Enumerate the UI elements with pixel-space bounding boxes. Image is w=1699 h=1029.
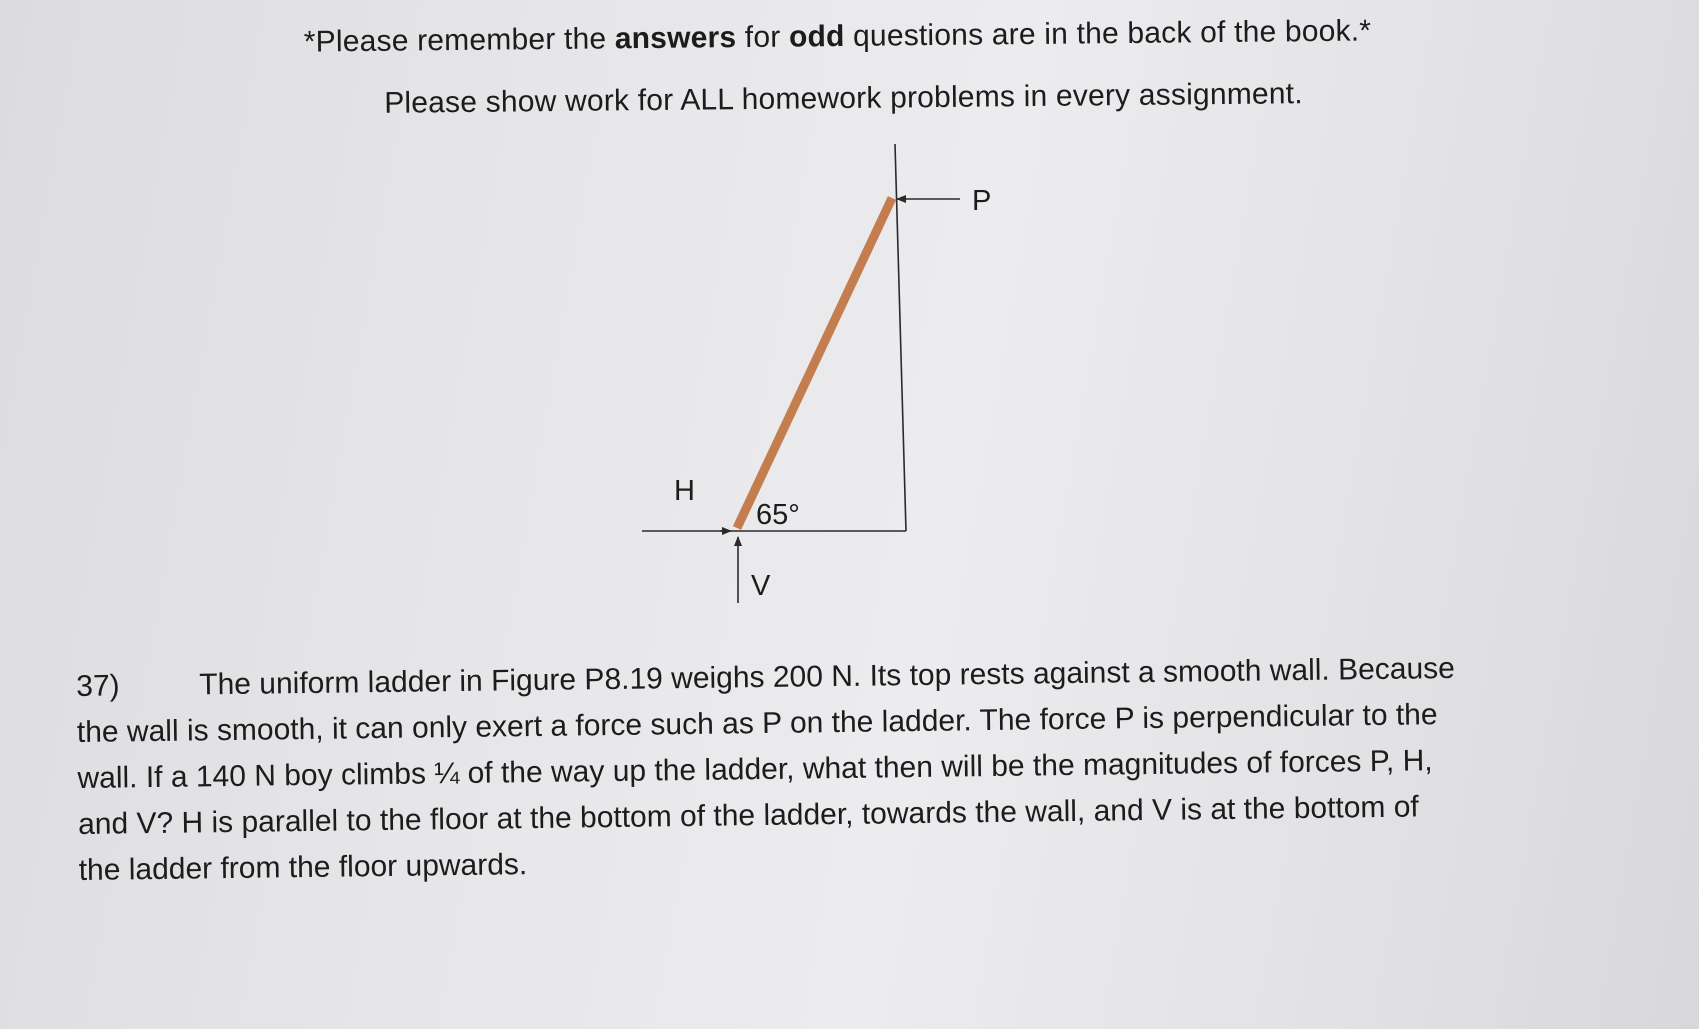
problem-line-3: wall. If a 140 N boy climbs ¼ of the way up the ladder, what then will be the magnitudes of forces P, H,	[77, 744, 1433, 795]
notice-bold-answers: answers	[614, 21, 737, 56]
problem-line-2: the wall is smooth, it can only exert a force such as P on the ladder. The force P is perpendicular to the	[76, 698, 1438, 749]
angle-label: 65°	[756, 499, 800, 531]
force-p-label: P	[972, 185, 992, 217]
show-work-instruction: Please show work for ALL homework problems in every assignment.	[384, 77, 1303, 120]
notice-bold-odd: odd	[788, 19, 845, 54]
problem-37	[76, 644, 1579, 894]
problem-line-4: and V? H is parallel to the floor at the bottom of the ladder, towards the wall, and V is at the bottom of	[77, 790, 1419, 841]
force-h-label: H	[674, 475, 695, 507]
force-v-label: V	[751, 570, 771, 602]
notice-text-1: *Please remember the	[303, 22, 615, 59]
notice-text-2: for	[736, 20, 790, 55]
problem-number: 37)	[76, 669, 120, 703]
ladder	[737, 198, 892, 528]
wall-line	[895, 144, 906, 531]
problem-text-1: The uniform ladder in Figure P8.19 weighs 200 N. Its top rests against a smooth wall. Because	[199, 651, 1456, 702]
notice-text-3: questions are in the back of the book.*	[844, 14, 1372, 53]
problem-line-5: the ladder from the floor upwards.	[78, 848, 528, 887]
